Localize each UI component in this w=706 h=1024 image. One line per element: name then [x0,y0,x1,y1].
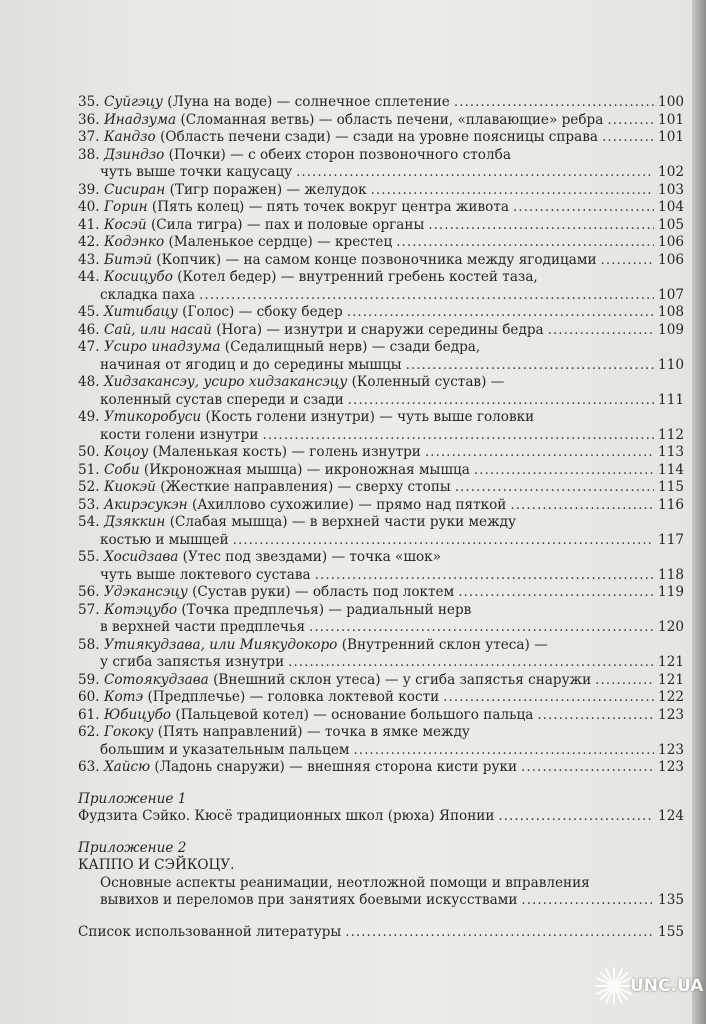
leader-dots [513,199,654,217]
toc-entry-title [78,497,506,515]
point-name: Хосидзава [103,549,179,565]
point-description: (Ладонь снаружи) — внешняя сторона кисти руки [154,759,518,775]
entry-number: 56. [78,584,100,600]
watermark-text: UNC.UA [630,976,704,996]
toc-entry-title [78,479,451,497]
continuation-text: костью и мышцей [100,531,229,548]
leader-dots [607,112,654,130]
toc-entry-title [78,94,450,112]
entry-number: 37. [78,129,100,145]
entry-number: 49. [78,409,100,425]
leader-dots [428,217,654,235]
page-number: 108 [658,304,684,320]
toc-entry-title [78,252,597,270]
page-number: 123 [658,706,684,723]
point-name: Юбицубо [103,706,172,723]
toc-entry-line [78,759,684,777]
toc-entry-line [78,602,684,620]
toc-entry [78,252,684,270]
point-description: (Пять направлений) — точка в ямке между [157,724,470,740]
point-name: Гококу [103,724,154,740]
entry-number: 51. [78,461,100,478]
page-number: 122 [658,689,684,705]
point-description: (Внешний склон утеса) — у сгиба запястья снаружи [213,671,592,688]
page-number: 113 [658,444,684,460]
point-name: Горин [103,199,148,215]
page-number: 110 [658,356,684,373]
toc-entry-line [78,584,684,602]
point-description: (Маленькая кость) — голень изнутри [152,444,421,460]
page-number: 103 [658,181,684,198]
leader-dots [548,322,654,340]
toc-entry-title [78,409,534,427]
point-name: Кодэнко [103,234,165,250]
toc-entry-title [78,602,471,620]
toc-entry-line [78,479,684,497]
page-number: 123 [658,759,684,775]
toc-entry-continuation [78,357,684,375]
toc-entry [78,304,684,322]
point-name: Котэ [103,689,144,705]
toc-entry [78,549,684,584]
toc-entry [78,199,684,217]
leader-dots [521,892,654,910]
appendix-2-heading: КАППО И СЭЙКОЦУ. [78,857,235,873]
toc-entry-line [78,269,684,287]
toc-entry-title [78,584,454,602]
page-number: 106 [658,251,684,268]
point-name: Сай, или насай [103,321,212,338]
page-number: 123 [658,741,684,758]
point-name: Дзиндзо [103,146,165,163]
toc-entry [78,234,684,252]
leader-dots [406,357,654,375]
toc-entry-title [78,129,598,147]
point-name: Инадзума [103,111,177,128]
entry-number: 63. [78,759,100,775]
entry-number: 39. [78,181,100,198]
point-description: (Почки) — с обеих сторон позвоночного столба [168,146,511,163]
leader-dots [521,759,654,777]
continuation-text: кости голени изнутри [100,426,259,443]
toc-entries [78,94,684,777]
page-number: 117 [658,531,684,548]
toc-entry-line [78,94,684,112]
toc-entry-title [78,269,538,287]
appendix-2-line-1: Основные аспекты реанимации, неотложной помощи и вправления [100,874,590,891]
toc-entry-title [78,217,424,235]
leader-dots [458,584,654,602]
entry-number: 53. [78,496,100,513]
point-description: (Тигр поражен) — желудок [169,181,367,198]
toc-entry-continuation [78,742,684,760]
toc-entry-line [78,339,684,357]
entry-number: 54. [78,514,100,530]
leader-dots [602,129,654,147]
toc-entry [78,322,684,340]
entry-number: 35. [78,94,100,110]
toc-entry-line [78,182,684,200]
toc-entry-title [78,462,470,480]
toc-entry [78,129,684,147]
page-number: 118 [658,566,684,583]
point-description: (Утес под звездами) — точка «шок» [182,549,441,565]
toc-entry-line [78,304,684,322]
toc-entry-continuation [78,619,684,637]
point-description: (Предплечье) — головка локтевой кости [147,689,440,705]
leader-dots [537,707,654,725]
point-description: (Луна на воде) — солнечное сплетение [167,94,450,110]
point-description: (Слабая мышца) — в верхней части руки между [169,514,516,530]
entry-number: 38. [78,146,100,163]
bibliography-row [78,924,684,942]
point-description: (Ахиллово сухожилие) — прямо над пяткой [191,496,507,513]
page-number: 102 [658,164,684,180]
point-description: (Пальцевой котел) — основание большого пальца [175,706,534,723]
toc-entry [78,339,684,374]
toc-entry-line [78,514,684,532]
toc-entry [78,689,684,707]
point-name: Акирэсукэн [103,496,188,513]
toc-entry [78,707,684,725]
point-description: (Голос) — сбоку бедер [182,304,343,320]
point-description: (Маленькое сердце) — крестец [168,234,393,250]
bibliography-page: 155 [658,923,684,940]
site-watermark [592,962,702,1012]
section-gap [78,910,684,924]
toc-entry-continuation [78,427,684,445]
toc-entry-title [78,672,591,690]
point-description: (Кость голени изнутри) — чуть выше головки [205,409,535,425]
point-name: Усиро инадзума [103,339,221,355]
point-name: Дзяккин [103,514,166,530]
leader-dots [353,742,654,760]
table-of-contents [78,94,684,941]
page-number: 105 [658,216,684,233]
page-number: 107 [658,286,684,303]
toc-entry-line [78,234,684,252]
continuation-text: у сгиба запястья изнутри [100,654,285,670]
point-name: Битэй [103,251,152,268]
page-number: 101 [658,129,684,145]
point-name: Удэкансэцу [103,584,188,600]
toc-entry-continuation [78,532,684,550]
point-description: (Сломанная ветвь) — область печени, «плавающие» ребра [180,111,604,128]
point-description: (Сила тигра) — пах и половые органы [150,216,425,233]
book-spine-shadow [692,0,706,1024]
toc-entry-continuation [78,164,684,182]
point-name: Хайсю [103,759,151,775]
toc-entry-continuation [78,654,684,672]
toc-entry [78,497,684,515]
page-number: 111 [658,391,684,408]
point-description: (Нога) — изнутри и снаружи середины бедра [216,321,544,338]
toc-entry-title [78,374,504,392]
point-name: Утикоробуси [103,409,202,425]
page-number: 112 [658,426,684,443]
leader-dots [498,808,654,826]
toc-entry-line [78,252,684,270]
page-number: 106 [658,234,684,250]
toc-entry [78,479,684,497]
leader-dots [455,479,654,497]
toc-entry-title [78,689,439,707]
page-number: 121 [658,654,684,670]
toc-entry-line [78,129,684,147]
toc-entry-title [78,444,421,462]
toc-entry-line [78,549,684,567]
point-description: (Область печени сзади) — сзади на уровне поясницы справа [160,129,598,145]
toc-entry-title [78,322,544,340]
toc-entry [78,217,684,235]
toc-entry [78,759,684,777]
entry-number: 52. [78,479,100,495]
point-description: (Коленный сустав) — [351,374,505,390]
toc-entry-line [78,689,684,707]
page-number: 104 [658,199,684,215]
appendix-2-row [78,892,684,910]
leader-dots [348,392,654,410]
toc-entry-title [78,514,516,532]
page-number: 120 [658,619,684,635]
point-name: Коцоу [103,444,149,460]
toc-entry-line [78,672,684,690]
toc-entry-title [78,182,367,200]
point-name: Соби [103,461,140,478]
appendix-1-title: Фудзита Сэйко. Кюсё традиционных школ (рюха) Японии [78,808,495,824]
leader-dots [288,654,654,672]
toc-entry [78,182,684,200]
entry-number: 36. [78,111,100,128]
entry-number: 44. [78,269,100,285]
toc-entry-line [78,707,684,725]
toc-entry-line [78,409,684,427]
entry-number: 43. [78,251,100,268]
point-description: (Внутренний склон утеса) — [341,636,548,653]
toc-entry-title [78,147,511,165]
toc-entry-line [78,497,684,515]
toc-entry [78,444,684,462]
continuation-text: большим и указательным пальцем [100,741,350,758]
continuation-text: начиная от ягодиц и до середины мышцы [100,356,402,373]
toc-entry-line [78,444,684,462]
point-name: Косицубо [103,269,173,285]
point-description: (Пять колец) — пять точек вокруг центра живота [151,199,509,215]
appendix-2 [78,840,684,910]
page-number: 101 [658,111,684,128]
toc-entry [78,637,684,672]
toc-entry-line [78,112,684,130]
toc-entry-continuation [78,392,684,410]
toc-entry-line [78,637,684,655]
leader-dots [443,689,654,707]
leader-dots [233,532,654,550]
toc-entry-title [78,304,343,322]
point-description: (Сустав руки) — область под локтем [192,584,455,600]
toc-entry-line [78,462,684,480]
point-description: (Икроножная мышца) — икроножная мышца [143,461,470,478]
appendix-1-label: Приложение 1 [78,790,187,807]
continuation-text: чуть выше точки кацусацу [100,164,293,180]
point-description: (Седалищный нерв) — сзади бедра, [224,339,481,355]
toc-entry [78,602,684,637]
appendix-1-row [78,808,684,826]
leader-dots [347,304,654,322]
toc-entry [78,374,684,409]
leader-dots [199,287,654,305]
toc-entry [78,462,684,480]
appendix-2-label: Приложение 2 [78,839,187,856]
entry-number: 62. [78,724,100,740]
entry-number: 45. [78,304,100,320]
leader-dots [601,252,655,270]
toc-entry-line [78,147,684,165]
point-name: Сотоякудзава [103,671,209,688]
point-description: (Котел бедер) — внутренний гребень костей таза, [177,269,538,285]
toc-entry [78,584,684,602]
toc-entry-title [78,759,517,777]
leader-dots [296,164,654,182]
entry-number: 47. [78,339,100,355]
leader-dots [309,619,654,637]
entry-number: 42. [78,234,100,250]
appendix-2-page: 135 [658,892,684,908]
toc-entry [78,147,684,182]
toc-entry-line [78,217,684,235]
toc-entry [78,269,684,304]
point-description: (Жесткие направления) — сверху стопы [160,479,451,495]
point-name: Суйгэцу [103,94,163,110]
leader-dots [454,94,654,112]
entry-number: 60. [78,689,100,705]
continuation-text: в верхней части предплечья [100,619,306,635]
section-gap [78,826,684,840]
toc-entry-continuation [78,287,684,305]
page-number: 116 [658,496,684,513]
leader-dots [595,672,654,690]
page-number: 114 [658,461,684,478]
entry-number: 58. [78,636,100,653]
page-number: 119 [658,584,684,600]
entry-number: 40. [78,199,100,215]
toc-entry [78,724,684,759]
point-name: Кандзо [103,129,156,145]
toc-entry-title [78,339,480,357]
point-name: Сисиран [103,181,166,198]
section-gap [78,777,684,791]
entry-number: 48. [78,374,100,390]
point-description: (Копчик) — на самом конце позвоночника между ягодицами [156,251,597,268]
leader-dots [262,427,654,445]
leader-dots [474,462,654,480]
entry-number: 46. [78,321,100,338]
point-name: Утиякудзава, или Миякудокоро [103,636,338,653]
leader-dots [425,444,654,462]
toc-entry-line [78,724,684,742]
entry-number: 57. [78,601,100,618]
entry-number: 41. [78,216,100,233]
toc-entry [78,409,684,444]
leader-dots [315,567,654,585]
continuation-text: складка паха [100,286,196,303]
toc-entry-title [78,724,470,742]
leader-dots [345,924,654,942]
toc-entry-title [78,637,548,655]
toc-entry-title [78,199,509,217]
leader-dots [396,234,654,252]
appendix-2-line-2: вывихов и переломов при занятиях боевыми искусствами [100,892,518,908]
entry-number: 61. [78,706,100,723]
continuation-text: чуть выше локтевого сустава [100,566,311,583]
entry-number: 55. [78,549,100,565]
point-name: Котэцубо [103,601,178,618]
toc-entry-continuation [78,567,684,585]
toc-entry [78,672,684,690]
point-name: Хитибацу [103,304,178,320]
toc-entry-title [78,234,392,252]
point-name: Хидзакансэу, усиро хидзакансэцу [103,374,348,390]
toc-entry [78,514,684,549]
entry-number: 50. [78,444,100,460]
toc-entry-line [78,374,684,392]
appendix-1-page: 124 [658,808,684,824]
bibliography-title: Список использованной литературы [78,923,342,940]
leader-dots [510,497,654,515]
toc-entry-line [78,199,684,217]
toc-entry-title [78,549,441,567]
page-number: 100 [658,94,684,110]
toc-entry-title [78,112,603,130]
toc-entry-title [78,707,533,725]
appendix-1 [78,791,684,826]
page-number: 121 [658,671,684,688]
entry-number: 59. [78,671,100,688]
toc-entry [78,94,684,112]
leader-dots [371,182,654,200]
point-description: (Точка предплечья) — радиальный нерв [181,601,472,618]
toc-entry-line [78,322,684,340]
toc-entry [78,112,684,130]
point-name: Киокэй [103,479,156,495]
continuation-text: коленный сустав спереди и сзади [100,391,344,408]
page-number: 109 [658,321,684,338]
point-name: Косэй [103,216,147,233]
page-number: 115 [658,479,684,495]
